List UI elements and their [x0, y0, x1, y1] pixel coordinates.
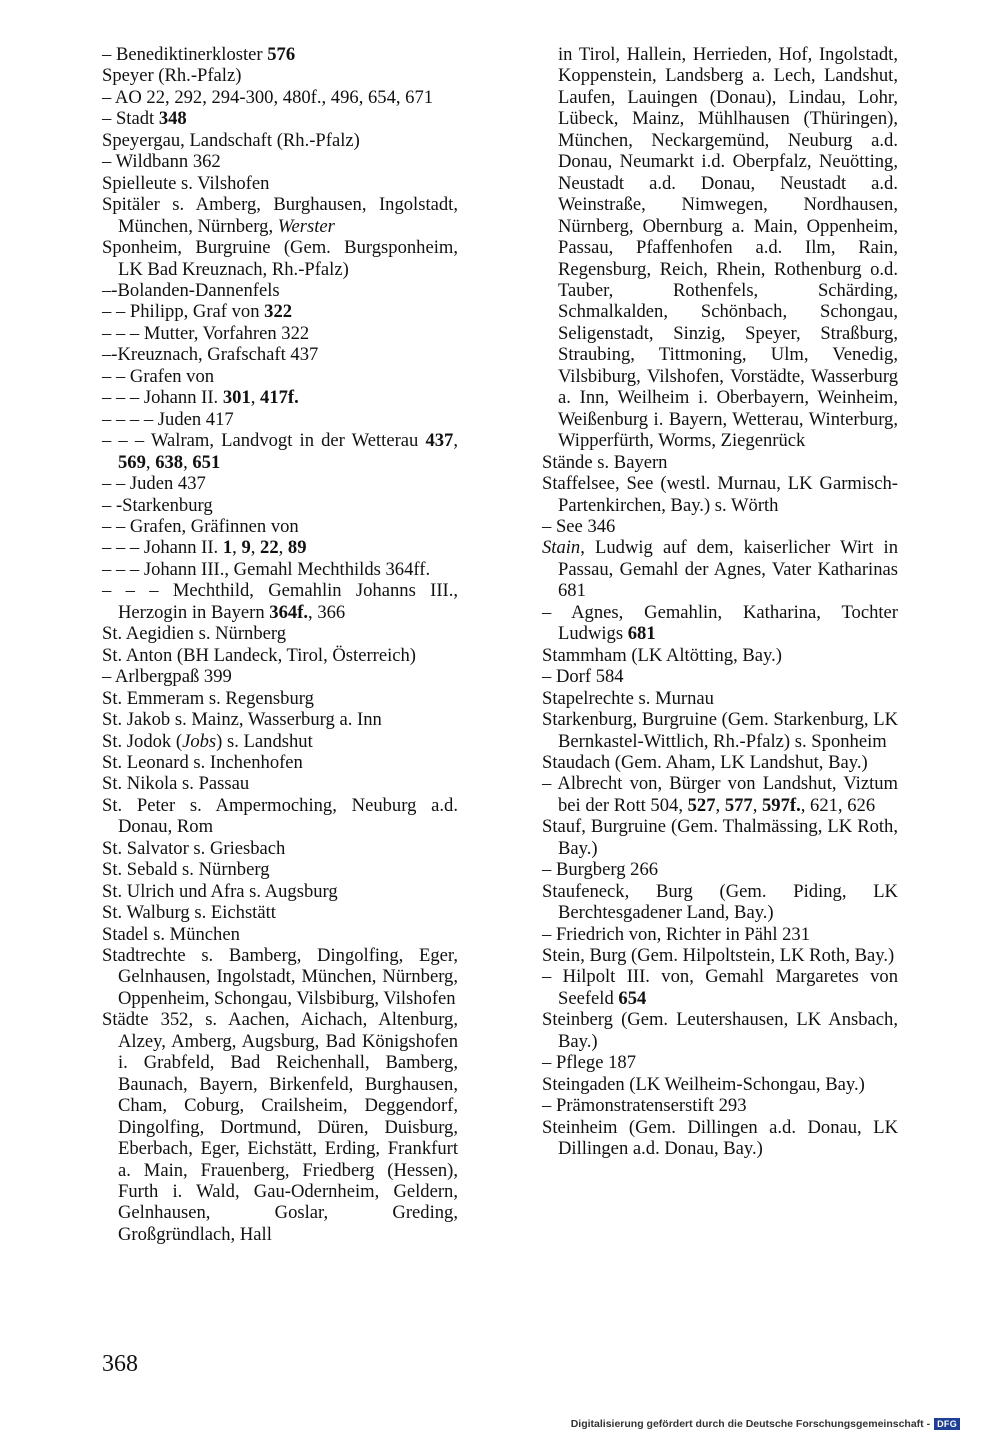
entry-text: ) s. Landshut	[216, 730, 313, 752]
index-entry	[102, 902, 458, 923]
index-entry	[542, 773, 898, 816]
entry-text: ,	[250, 537, 261, 559]
index-entry	[542, 924, 898, 945]
entry-text: ,	[232, 537, 242, 559]
entry-text: St. Emmeram s. Regensburg	[102, 687, 314, 709]
entry-text: – AO 22, 292, 294-300, 480f., 496, 654, 671	[102, 86, 434, 108]
index-entry	[102, 795, 458, 838]
index-entry	[102, 752, 458, 773]
entry-text: St. Sebald s. Nürnberg	[102, 859, 270, 881]
index-entry	[542, 709, 898, 752]
page-ref-bold: 577	[724, 794, 753, 816]
index-entry	[102, 280, 458, 301]
index-entry	[102, 1009, 458, 1245]
page-ref-bold: 569	[118, 451, 146, 473]
entry-text: – – Juden 437	[102, 473, 206, 495]
entry-text: Stammham (LK Altötting, Bay.)	[542, 644, 782, 666]
index-entry	[102, 473, 458, 494]
entry-text: – – – Johann III., Gemahl Mechthilds 364ff.	[102, 558, 431, 580]
entry-text: – Hilpolt III. von, Gemahl Margaretes von Seefeld	[542, 966, 898, 1009]
entry-text: –-Kreuznach, Grafschaft 437	[102, 344, 319, 366]
index-entry	[542, 1095, 898, 1116]
index-entry	[102, 173, 458, 194]
index-column-right	[542, 44, 898, 1160]
entry-text: St. Ulrich und Afra s. Augsburg	[102, 880, 338, 902]
index-entry	[542, 1074, 898, 1095]
index-entry	[102, 838, 458, 859]
index-entry	[102, 859, 458, 880]
entry-text: – Prämonstratenserstift 293	[542, 1095, 747, 1117]
entry-text: , Ludwig auf dem, kaiserlicher Wirt in Passau, Gemahl der Agnes, Vater Katharinas 681	[558, 537, 898, 602]
entry-text: – Friedrich von, Richter in Pähl 231	[542, 923, 811, 945]
index-column-left	[102, 44, 458, 1245]
index-entry	[542, 966, 898, 1009]
index-entry	[102, 323, 458, 344]
entry-text: St. Peter s. Ampermoching, Neuburg a.d. Donau, Rom	[102, 794, 458, 838]
index-entry	[102, 666, 458, 687]
entry-text: – Wildbann 362	[102, 151, 221, 173]
index-entry	[542, 602, 898, 645]
index-entry	[102, 194, 458, 237]
page-ref-bold: 89	[287, 537, 307, 559]
index-entry	[102, 537, 458, 558]
entry-text: Städte 352, s. Aachen, Aichach, Altenburg, Alzey, Amberg, Augsburg, Bad Königshofen i. Grabfeld, Bad Reichenhall, Bamberg, Baunach, Bayern, Birkenfeld, Burghausen, Cham, Coburg, Crailsheim, Deggendorf, Dingolfing, Dortmund, Düren, Duisburg, Eberbach, Eger, Eichstätt, Erding, Frankfurt a. Main, Frauenberg, Friedberg (Hessen), Furth i. Wald, Gau-Odernheim, Geldern, Gelnhausen, Goslar, Greding, Großgründlach, Hall	[102, 1009, 458, 1245]
entry-text: Staffelsee, See (westl. Murnau, LK Garmisch-Partenkirchen, Bay.) s. Wörth	[542, 473, 898, 516]
index-entry	[102, 65, 458, 86]
footer-credit-text: Digitalisierung gefördert durch die Deutsche Forschungsgemeinschaft -	[570, 1418, 931, 1430]
page-ref-bold: 348	[158, 108, 187, 130]
entry-text: Spielleute s. Vilshofen	[102, 172, 270, 194]
index-entry	[102, 130, 458, 151]
index-entry	[102, 773, 458, 794]
index-entry	[102, 645, 458, 666]
index-entry	[102, 409, 458, 430]
entry-text: – – – Johann II.	[102, 387, 223, 409]
index-entry	[542, 859, 898, 880]
entry-text: – -Starkenburg	[102, 494, 213, 516]
index-entry	[542, 645, 898, 666]
entry-text: Speyergau, Landschaft (Rh.-Pfalz)	[102, 129, 360, 151]
entry-text: ,	[752, 794, 762, 816]
entry-text: Spitäler s. Amberg, Burghausen, Ingolstadt, München, Nürnberg,	[102, 194, 458, 237]
index-entry-continuation	[542, 44, 898, 452]
entry-text: St. Jakob s. Mainz, Wasserburg a. Inn	[102, 709, 382, 731]
index-entry	[542, 666, 898, 687]
entry-text: ,	[278, 537, 288, 559]
index-entry	[102, 623, 458, 644]
entry-text: , 366	[308, 601, 346, 623]
page-ref-bold: 638	[155, 451, 184, 473]
entry-text: – – – Walram, Landvogt in der Wetterau	[102, 430, 426, 452]
entry-text: Stadel s. München	[102, 923, 240, 945]
page-ref-bold: 576	[267, 44, 296, 65]
index-entry	[102, 495, 458, 516]
entry-text: – Pflege 187	[542, 1052, 636, 1074]
footer-credit	[571, 1418, 960, 1430]
entry-text: – – – Mechthild, Gemahlin Johanns III., Herzogin in Bayern	[102, 580, 458, 623]
page-ref-bold: 322	[264, 301, 293, 323]
page-ref-bold: 301	[222, 387, 251, 409]
index-entry	[102, 516, 458, 537]
page-ref-bold: 681	[627, 623, 656, 645]
entry-text: in Tirol, Hallein, Herrieden, Hof, Ingolstadt, Koppenstein, Landsberg a. Lech, Landshut, Laufen, Lauingen (Donau), Lindau, Lohr, Lübeck, Mainz, Mühlhausen (Thüringen), München, Neckargemünd, Neuburg a.d. Donau, Neumarkt i.d. Oberpfalz, Neuötting, Neustadt a.d. Donau, Neustadt a.d. Weinstraße, Nimwegen, Nordhausen, Nürnberg, Obernburg a. Main, Oppenheim, Passau, Pfaffenhofen a.d. Ilm, Rain, Regensburg, Reich, Rhein, Rothenburg o.d. Tauber, Rothenfels, Schärding, Schmalkalden, Schönbach, Schongau, Seligenstadt, Sinzig, Speyer, Straßburg, Straubing, Tittmoning, Ulm, Venedig, Vilsbiburg, Vilshofen, Vorstädte, Wasserburg a. Inn, Weilheim i. Oberbayern, Weinheim, Weißenburg i. Bayern, Wetterau, Winterburg, Wipperfürth, Worms, Ziegenrück	[558, 44, 898, 452]
entry-text: Stände s. Bayern	[542, 451, 668, 473]
entry-text: – Arlbergpaß 399	[102, 666, 232, 688]
index-entry	[102, 108, 458, 129]
entry-text: – Burgberg 266	[542, 859, 659, 881]
entry-text: St. Walburg s. Eichstätt	[102, 902, 276, 924]
index-entry	[102, 881, 458, 902]
entry-text: St. Nikola s. Passau	[102, 773, 250, 795]
index-entry	[542, 752, 898, 773]
index-entry	[542, 945, 898, 966]
entry-text: – – – – Juden 417	[102, 408, 234, 430]
index-entry	[542, 473, 898, 516]
entry-text: Staudach (Gem. Aham, LK Landshut, Bay.)	[542, 751, 868, 773]
index-entry	[542, 881, 898, 924]
index-entry	[542, 1052, 898, 1073]
entry-text: Stein, Burg (Gem. Hilpoltstein, LK Roth, Bay.)	[542, 945, 895, 967]
entry-text: – – Philipp, Graf von	[102, 301, 265, 323]
page-ref-bold: 9	[241, 537, 251, 559]
page-ref-bold: 651	[192, 451, 221, 473]
entry-text: Stauf, Burgruine (Gem. Thalmässing, LK Roth, Bay.)	[542, 816, 898, 859]
index-entry	[102, 924, 458, 945]
entry-text: Steingaden (LK Weilheim-Schongau, Bay.)	[542, 1073, 865, 1095]
entry-text: Speyer (Rh.-Pfalz)	[102, 65, 242, 87]
entry-text: ,	[250, 387, 261, 409]
entry-text: – Albrecht von, Bürger von Landshut, Viztum bei der Rott 504,	[542, 773, 898, 816]
index-entry	[102, 688, 458, 709]
entry-text-italic: Werster	[277, 215, 335, 237]
entry-text: – Agnes, Gemahlin, Katharina, Tochter Ludwigs	[542, 601, 898, 645]
entry-text: St. Anton (BH Landeck, Tirol, Österreich)	[102, 644, 416, 666]
page-ref-bold: 417f.	[260, 387, 299, 409]
index-entry	[102, 580, 458, 623]
page-ref-bold: 597f.	[762, 794, 801, 816]
entry-text: – – – Johann II.	[102, 537, 223, 559]
entry-text: St. Salvator s. Griesbach	[102, 837, 286, 859]
page-ref-bold: 1	[222, 537, 233, 559]
index-entry	[102, 44, 458, 65]
entry-text: – Benediktinerkloster	[102, 44, 268, 65]
entry-text: Starkenburg, Burgruine (Gem. Starkenburg, LK Bernkastel-Wittlich, Rh.-Pfalz) s. Sponheim	[542, 709, 898, 752]
index-entry	[102, 387, 458, 408]
page-ref-bold: 527	[687, 794, 716, 816]
entry-text: – See 346	[542, 515, 616, 537]
index-entry	[102, 344, 458, 365]
entry-text: – Stadt	[102, 108, 159, 130]
entry-text: Stapelrechte s. Murnau	[542, 687, 714, 709]
entry-text: Steinheim (Gem. Dillingen a.d. Donau, LK Dillingen a.d. Donau, Bay.)	[542, 1116, 898, 1160]
index-entry	[102, 237, 458, 280]
index-entry	[102, 151, 458, 172]
entry-text: ,	[453, 430, 458, 452]
dfg-logo: DFG	[934, 1418, 960, 1430]
index-entry	[102, 731, 458, 752]
entry-text: – – – Mutter, Vorfahren 322	[102, 322, 310, 344]
entry-text: – – Grafen, Gräfinnen von	[102, 515, 299, 537]
entry-text: Sponheim, Burgruine (Gem. Burgsponheim, LK Bad Kreuznach, Rh.-Pfalz)	[102, 237, 458, 280]
index-entry	[542, 1009, 898, 1052]
index-entry	[542, 452, 898, 473]
entry-text: Staufeneck, Burg (Gem. Piding, LK Berchtesgadener Land, Bay.)	[542, 880, 898, 924]
index-entry	[542, 1117, 898, 1160]
page-ref-bold: 654	[618, 987, 647, 1009]
index-entry	[102, 87, 458, 108]
page-ref-bold: 437	[425, 430, 454, 452]
entry-text-italic: Stain	[542, 537, 581, 559]
entry-text: –-Bolanden-Dannenfels	[102, 279, 280, 301]
entry-text: ,	[715, 794, 725, 816]
index-entry	[102, 709, 458, 730]
entry-text: ,	[145, 451, 156, 473]
index-entry	[542, 688, 898, 709]
index-entry	[102, 559, 458, 580]
index-entry	[102, 430, 458, 473]
entry-text: Stadtrechte s. Bamberg, Dingolfing, Eger, Gelnhausen, Ingolstadt, München, Nürnberg, Oppenheim, Schongau, Vilsbiburg, Vilshofen	[102, 945, 458, 1009]
page-ref-bold: 364f.	[269, 601, 309, 623]
entry-text: St. Leonard s. Inchenhofen	[102, 751, 303, 773]
entry-text: – – Grafen von	[102, 365, 215, 387]
entry-text: St. Aegidien s. Nürnberg	[102, 623, 287, 645]
index-entry	[542, 537, 898, 601]
index-entry	[102, 945, 458, 1009]
entry-text: ,	[183, 451, 193, 473]
page-number: 368	[102, 1351, 138, 1377]
index-entry	[542, 516, 898, 537]
entry-text: St. Jodok (	[102, 730, 183, 752]
entry-text: – Dorf 584	[542, 666, 624, 688]
page-ref-bold: 22	[260, 537, 279, 559]
index-entry	[542, 816, 898, 859]
entry-text: , 621, 626	[800, 794, 876, 816]
index-entry	[102, 301, 458, 322]
entry-text: Steinberg (Gem. Leutershausen, LK Ansbach, Bay.)	[542, 1009, 898, 1052]
index-entry	[102, 366, 458, 387]
entry-text-italic: Jobs	[182, 730, 217, 752]
